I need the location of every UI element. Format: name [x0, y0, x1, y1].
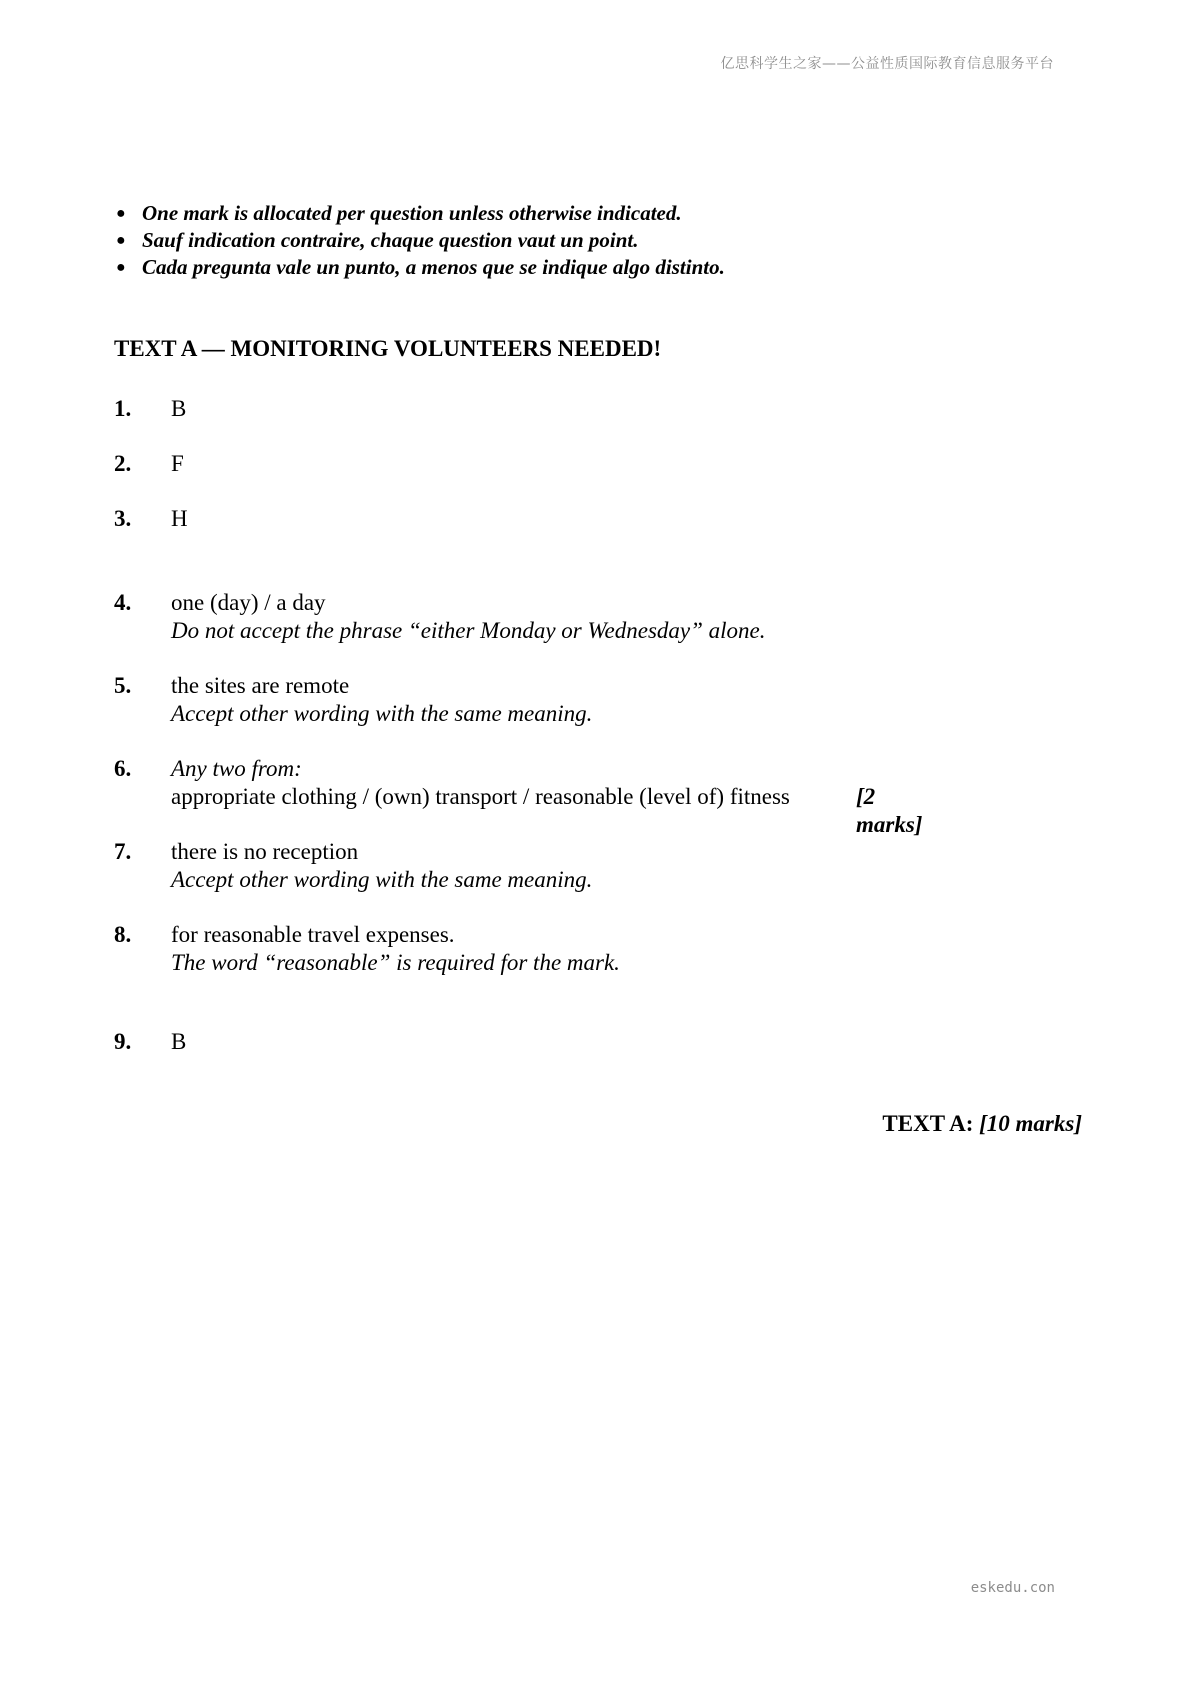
marking-note: The word “reasonable” is required for the mark.	[171, 950, 620, 975]
bullet-icon: ●	[116, 205, 126, 222]
question-number: 1.	[114, 396, 132, 421]
footer-watermark: eskedu.con	[970, 1580, 1055, 1596]
answer-text: one (day) / a day	[171, 590, 326, 615]
instruction-french	[114, 227, 725, 254]
question-number: 6.	[114, 756, 132, 781]
instruction-text: One mark is allocated per question unless otherwise indicated.	[142, 201, 682, 225]
answer-intro: Any two from:	[171, 756, 302, 781]
question-number: 9.	[114, 1029, 132, 1054]
question-number: 5.	[114, 673, 132, 698]
answer-text: B	[171, 396, 187, 421]
section-total	[882, 1111, 1082, 1137]
marking-note: Do not accept the phrase “either Monday or Wednesday” alone.	[171, 618, 766, 643]
marks-badge: [2 marks]	[856, 784, 923, 837]
instruction-text: Sauf indication contraire, chaque question vaut un point.	[142, 228, 639, 252]
answer-text: B	[171, 1029, 187, 1054]
marking-note: Accept other wording with the same meaning.	[171, 701, 593, 726]
answer-text: there is no reception	[171, 839, 359, 864]
instruction-spanish	[114, 254, 725, 281]
answer-text: F	[171, 451, 184, 476]
marking-instructions	[114, 200, 725, 281]
bullet-icon: ●	[116, 259, 126, 276]
total-marks: [10 marks]	[979, 1111, 1082, 1136]
header-watermark: 亿思科学生之家——公益性质国际教育信息服务平台	[720, 56, 1054, 72]
answer-text: H	[171, 506, 188, 531]
question-number: 3.	[114, 506, 132, 531]
marking-note: Accept other wording with the same meaning.	[171, 867, 593, 892]
answer-text: the sites are remote	[171, 673, 350, 698]
bullet-icon: ●	[116, 232, 126, 249]
question-number: 2.	[114, 451, 132, 476]
instruction-english	[114, 200, 725, 227]
question-number: 4.	[114, 590, 132, 615]
answer-text: appropriate clothing / (own) transport / reasonable (level of) fitness	[171, 784, 790, 809]
instruction-text: Cada pregunta vale un punto, a menos que se indique algo distinto.	[142, 255, 725, 279]
section-heading: TEXT A — MONITORING VOLUNTEERS NEEDED!	[114, 336, 662, 361]
question-number: 8.	[114, 922, 132, 947]
answer-text: for reasonable travel expenses.	[171, 922, 455, 947]
total-label: TEXT A:	[882, 1111, 974, 1136]
question-number: 7.	[114, 839, 132, 864]
